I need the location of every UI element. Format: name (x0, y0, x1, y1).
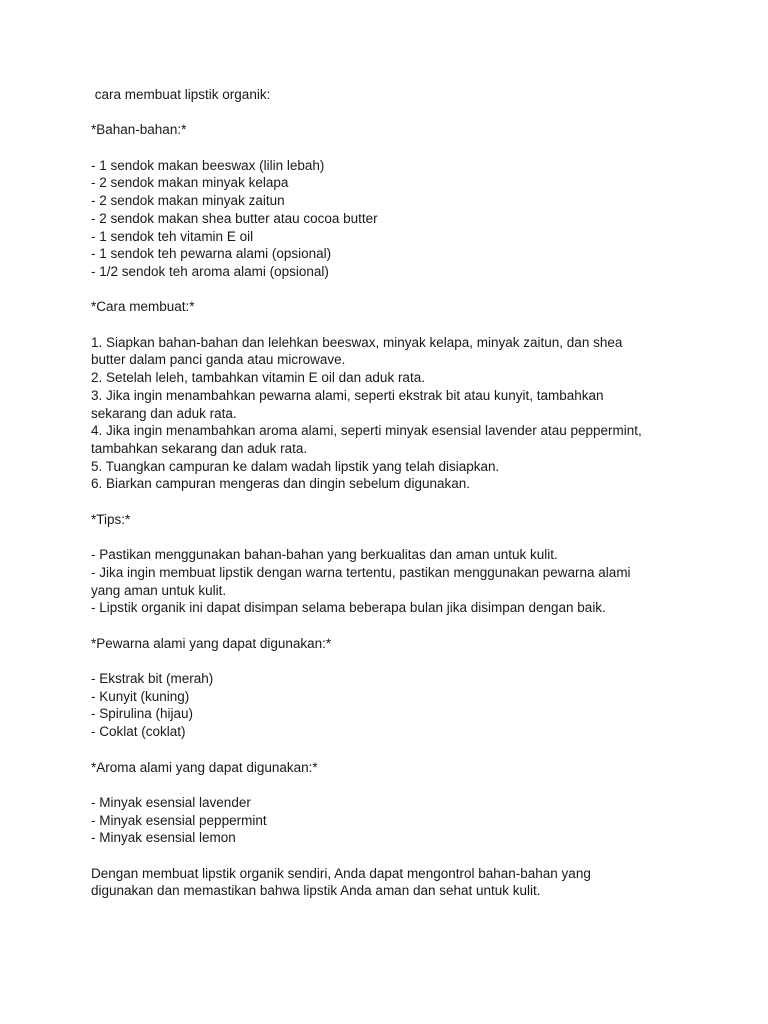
bahan-heading: *Bahan-bahan:* (91, 122, 187, 138)
tips-line: - Lipstik organik ini dapat disimpan selama beberapa bulan jika disimpan dengan baik. (91, 600, 606, 616)
bahan-item: - 2 sendok makan minyak zaitun (91, 193, 285, 209)
spacer (91, 529, 731, 547)
spacer (91, 493, 731, 511)
spacer (91, 776, 731, 794)
cara-step-line: sekarang dan aduk rata. (91, 405, 237, 421)
bahan-item: - 1 sendok teh vitamin E oil (91, 228, 254, 244)
pewarna-item: - Ekstrak bit (merah) (91, 671, 214, 687)
closing-line: Dengan membuat lipstik organik sendiri, Anda dapat mengontrol bahan-bahan yang (91, 865, 591, 881)
bahan-item: - 1/2 sendok teh aroma alami (opsional) (91, 264, 329, 279)
pewarna-heading: *Pewarna alami yang dapat digunakan:* (91, 635, 332, 651)
tips-line: yang aman untuk kulit. (91, 582, 227, 598)
bahan-item: - 1 sendok makan beeswax (lilin lebah) (91, 157, 325, 173)
spacer (91, 847, 731, 865)
spacer (91, 316, 731, 334)
spacer (91, 741, 731, 759)
cara-step-line: butter dalam panci ganda atau microwave. (91, 352, 346, 368)
bahan-item: - 1 sendok teh pewarna alami (opsional) (91, 246, 332, 262)
cara-step-line: 6. Biarkan campuran mengeras dan dingin sebelum digunakan. (91, 476, 470, 492)
spacer (91, 617, 731, 635)
aroma-item: - Minyak esensial peppermint (91, 812, 267, 828)
tips-line: - Jika ingin membuat lipstik dengan warna tertentu, pastikan menggunakan pewarna alami (91, 564, 631, 580)
spacer (91, 139, 731, 157)
spacer (91, 104, 731, 122)
spacer (91, 652, 731, 670)
cara-step-line: 5. Tuangkan campuran ke dalam wadah lipstik yang telah disiapkan. (91, 458, 500, 474)
pewarna-item: - Spirulina (hijau) (91, 706, 194, 722)
bahan-item: - 2 sendok makan minyak kelapa (91, 175, 289, 191)
tips-heading: *Tips:* (91, 511, 131, 527)
aroma-heading: *Aroma alami yang dapat digunakan:* (91, 759, 318, 775)
bahan-item: - 2 sendok makan shea butter atau cocoa butter (91, 210, 378, 226)
pewarna-item: - Coklat (coklat) (91, 724, 186, 740)
cara-step-line: 3. Jika ingin menambahkan pewarna alami, seperti ekstrak bit atau kunyit, tambahkan (91, 387, 604, 403)
closing-line: digunakan dan memastikan bahwa lipstik Anda aman dan sehat untuk kulit. (91, 883, 541, 899)
cara-step-line: 2. Setelah leleh, tambahkan vitamin E oil dan aduk rata. (91, 370, 425, 386)
cara-step-line: 1. Siapkan bahan-bahan dan lelehkan beeswax, minyak kelapa, minyak zaitun, dan shea (91, 334, 623, 350)
cara-step-line: tambahkan sekarang dan aduk rata. (91, 441, 308, 456)
document-title: cara membuat lipstik organik: (91, 87, 271, 102)
tips-line: - Pastikan menggunakan bahan-bahan yang berkualitas dan aman untuk kulit. (91, 547, 558, 563)
aroma-item: - Minyak esensial lemon (91, 830, 236, 846)
spacer (91, 281, 731, 299)
cara-step-line: 4. Jika ingin menambahkan aroma alami, seperti minyak esensial lavender atau peppermint, (91, 423, 642, 439)
cara-heading: *Cara membuat:* (91, 299, 195, 315)
aroma-item: - Minyak esensial lavender (91, 794, 251, 810)
document-page (91, 86, 731, 900)
pewarna-item: - Kunyit (kuning) (91, 688, 190, 704)
